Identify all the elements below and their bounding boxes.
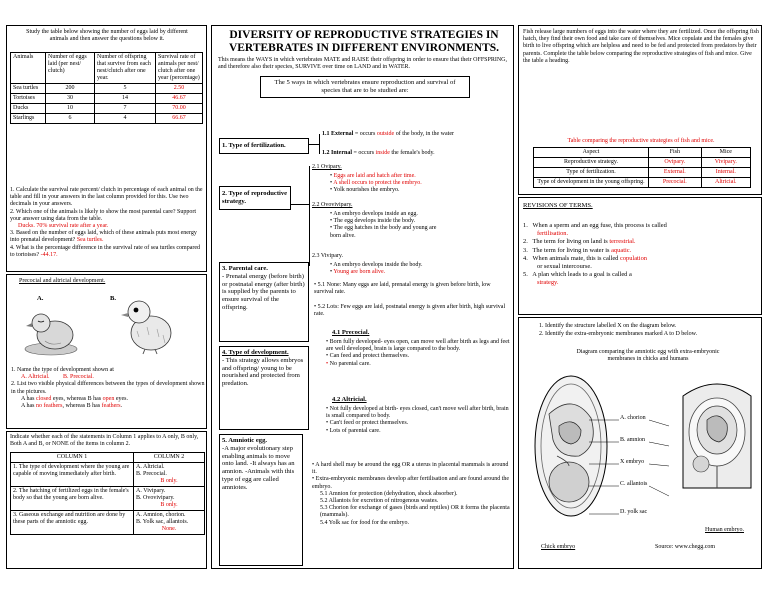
questions xyxy=(10,187,204,259)
altricial-label: 4.2 Altricial. xyxy=(332,396,367,403)
chick-label-a: A. xyxy=(37,295,44,302)
table-row xyxy=(11,463,205,487)
revision-title: REVISIONS OF TERMS. xyxy=(523,202,593,209)
ovovivipary-points: • An embryo develops inside an egg. • The egg develops inside the body. • The egg hatches in the body and young are born alive. xyxy=(330,211,437,239)
cell: 3. Gaseous exchange and nutrition are done by these parts of the amniotic egg. xyxy=(11,511,134,535)
altricial-points: • Not fully developed at birth- eyes closed, can't move well after birth, brain is small compared to body. • Can't feed or protect themselves. • Lots of parental care. xyxy=(326,406,509,434)
source-credit: Source: www.chegg.com xyxy=(655,544,716,550)
table-row xyxy=(534,158,751,168)
ovovivipary-label: 2.2 Ovovivipary. xyxy=(312,202,353,208)
egg-labels: A. chorion B. amnion X embryo C. allantois D. yolk sac xyxy=(620,415,648,515)
cell: Starlings xyxy=(11,114,46,124)
cell: 2.50 xyxy=(156,84,203,94)
col-mice: Mice xyxy=(701,148,750,158)
external-fertilization: 1.1 External = occurs outside of the body, in the water xyxy=(322,131,454,137)
internal-fertilization: 1.2 Internal = occurs inside the female's body. xyxy=(322,150,435,156)
center-panel xyxy=(211,25,514,569)
column-1-header: COLUMN 1 xyxy=(11,453,134,463)
cell: A. Vivipary. B. Ovovivipary. B only. xyxy=(134,487,205,511)
divider xyxy=(309,144,319,145)
column-match-panel xyxy=(6,431,207,569)
dev-answer-2: A has closed eyes, whereas B has open eyes. xyxy=(21,395,128,402)
development-title: Precocial and altricial development. xyxy=(19,278,106,284)
revision-panel xyxy=(518,197,762,315)
section-parental-care: 3. Parental care. - Prenatal energy (before birth) or postnatal energy (after birth) is supplied by the parents to ensure survival of the offspring. xyxy=(219,262,309,342)
dev-question-1: 1. Name the type of development shown at xyxy=(11,367,114,373)
precocial-label: 4.1 Precocial. xyxy=(332,329,370,336)
cell: Ducks xyxy=(11,104,46,114)
fish-mice-table xyxy=(533,147,751,188)
eggs-table xyxy=(10,52,203,124)
section-amniotic-egg: 5. Amniotic egg. -A major evolutionary step enabling animals to move onto land. -It always has an amnion. -Animals with this type of egg are called amniotes. xyxy=(219,434,303,566)
cell: Type of development in the young offspring. xyxy=(534,178,649,188)
cell: 70.00 xyxy=(156,104,203,114)
col-fish: Fish xyxy=(649,148,702,158)
fish-mice-text: Fish release large numbers of eggs into the water where they are fertilized. Once the offspring fish hatch, they find their own food and take care of themselves. Mice copulate and the females give birth to live offspring which are helpless and need to be fed and protected from predators by their parents. Complete the table below comparing the reproductive strategies of fish and mice. Give the table a heading. xyxy=(523,29,759,64)
cell: Sea turtles xyxy=(11,84,46,94)
column-table xyxy=(10,452,205,535)
cell: 1. The type of development where the young are capable of moving immediately after birth. xyxy=(11,463,134,487)
divider xyxy=(319,134,320,154)
question-2: 2. Which one of the animals is likely to show the most parental care? Support your answer using data from the table. xyxy=(10,208,197,222)
ovipary-label: 2.1 Ovipary. xyxy=(312,164,342,170)
development-panel xyxy=(6,274,207,429)
cell: 200 xyxy=(46,84,95,94)
amniotic-points: • A hard shell may be around the egg OR a uterus in placental mammals is around it. • Extra-embryonic membranes develop after fertilisation and are found around the embryo. 5.1 Amnion for protection (dehydration, shock absorber). 5.2 Allantois for excretion of nitrogenous wastes. 5.3 Chorion for exchange of gases (birds and reptiles) OR it forms the placenta (mammals). 5.4 Yolk sac for food for the embryo. xyxy=(312,462,510,526)
section-reproductive-strategy: 2. Type of reproductive strategy. xyxy=(219,186,291,210)
cell: Internal. xyxy=(701,168,750,178)
precocial-points: • Born fully developed- eyes open, can move well after birth as legs and feet are well developed, brain is large compared to the body. • Can feed and protect themselves. • No parental care. xyxy=(326,339,510,367)
human-embryo-diagram xyxy=(679,376,755,496)
cell: 6 xyxy=(46,114,95,124)
section-fertilization: 1. Type of fertilization. xyxy=(219,138,309,154)
table-row xyxy=(534,178,751,188)
cell: 2. The hatching of fertilized eggs in the female's body so that the young are born alive. xyxy=(11,487,134,511)
table-row xyxy=(11,511,205,535)
cell: Altricial. xyxy=(701,178,750,188)
cell: 14 xyxy=(95,94,156,104)
cell: 10 xyxy=(46,104,95,114)
cell: 7 xyxy=(95,104,156,114)
table-row xyxy=(11,84,203,94)
chick-label-b: B. xyxy=(110,295,117,302)
divider xyxy=(291,204,309,205)
development-questions xyxy=(11,367,205,410)
answer-2: Ducks. 70% survival rate after a year. xyxy=(18,223,109,230)
summary-box: The 5 ways in which vertebrates ensure reproduction and survival of species that are to be studied are: xyxy=(260,76,470,98)
table-intro: Study the table below showing the number of eggs laid by different animals and then answer the questions below it. xyxy=(26,29,188,43)
precocial-chick-image xyxy=(117,297,183,355)
cell: 66.67 xyxy=(156,114,203,124)
revision-list: 1. When a sperm and an egg fuse, this process is called fertilisation. 2. The term for living on land is terrestrial. 3. The term for living in water is aquatic. 4. When animals mate, this is called copulation or sexual intercourse. 5. A plan which leads to a goal is called a strategy. xyxy=(523,222,667,287)
col-survival: Survival rate of animals per nest/ clutch after one year (percentage) xyxy=(156,53,203,84)
label-lines xyxy=(589,416,669,526)
cell: 5 xyxy=(95,84,156,94)
cell: A. Altricial. B. Precocial. B only. xyxy=(134,463,205,487)
dev-answer-1: A. Altricial. B. Precocial. xyxy=(21,374,94,381)
cell: External. xyxy=(649,168,702,178)
section-development: 4. Type of development. - This strategy allows embryos and offspring/ young to be nourished and protected from predation. xyxy=(219,346,309,430)
cell: Tortoises xyxy=(11,94,46,104)
col-animals: Animals xyxy=(11,53,46,84)
table-row xyxy=(11,114,203,124)
question-1: 1. Calculate the survival rate percent/ clutch in percentage of each animal on the table and fill in your answers in the last column provided for this. Use two decimals in your answers. xyxy=(10,187,203,208)
vivipary-points: • An embryo develops inside the body. • Young are born alive. xyxy=(330,262,423,276)
human-caption: Human embryo. xyxy=(705,527,744,533)
cell: 46.67 xyxy=(156,94,203,104)
altricial-chick-image xyxy=(21,305,83,357)
amniotic-diagram-panel xyxy=(518,317,762,569)
cell: Vivipary. xyxy=(701,158,750,168)
divider xyxy=(309,166,310,266)
dev-question-2: 2. List two visible physical differences between the types of development shown in the pictures. xyxy=(11,381,205,395)
intro-text: This means the WAYS in which vertebrates MATE and RAISE their offspring in order to ensure that their OFFSPRING, and therefore also their species, SURVIVE over time on LAND and in WATER. xyxy=(218,57,508,71)
table-row xyxy=(534,168,751,178)
ovipary-points: • Eggs are laid and hatch after time. • A shell occurs to protect the embryo. • Yolk nourishes the embryo. xyxy=(330,173,422,194)
col-aspect: Aspect xyxy=(534,148,649,158)
cell: Reproductive strategy. xyxy=(534,158,649,168)
chick-caption: Chick embryo xyxy=(541,544,576,550)
column-intro: Indicate whether each of the statements in Column 1 applies to A only, B only, Both A and B, or NONE of the items in column 2. xyxy=(10,434,199,448)
col-eggs: Number of eggs laid (per nest/ clutch) xyxy=(46,53,95,84)
egg-question-2: 2. Identify the extra-embryonic membranes marked A to D below. xyxy=(539,331,698,337)
question-3: 3. Based on the number of eggs laid, which of these animals puts most energy into prenatal development? Sea turtles. xyxy=(10,230,197,244)
fish-mice-caption: Table comparing the reproductive strategies of fish and mice. xyxy=(567,138,715,144)
cell: Type of fertilization. xyxy=(534,168,649,178)
cell: 4 xyxy=(95,114,156,124)
parental-care-lots: • 5.2 Lots: Few eggs are laid, postnatal energy is given after birth, high survival rate. xyxy=(314,304,506,318)
survival-rate-panel xyxy=(6,25,207,272)
egg-diagram-title: Diagram comparing the amniotic egg with extra-embryonic membranes in chicks and humans xyxy=(576,349,720,363)
cell: Precocial. xyxy=(649,178,702,188)
egg-question-1: 1. Identify the structure labelled X on the diagram below. xyxy=(539,323,677,329)
column-2-header: COLUMN 2 xyxy=(134,453,205,463)
dev-answer-3: A has no feathers, whereas B has feathers. xyxy=(21,403,123,410)
vivipary-label: 2.3 Vivipary. xyxy=(312,253,343,259)
page-title: DIVERSITY OF REPRODUCTIVE STRATEGIES IN VERTEBRATES IN DIFFERENT ENVIRONMENTS. xyxy=(228,29,500,54)
cell: 30 xyxy=(46,94,95,104)
parental-care-none: • 5.1 None: Many eggs are laid, prenatal energy is given before birth, low survival rate. xyxy=(314,282,491,296)
cell: Ovipary. xyxy=(649,158,702,168)
question-4: 4. What is the percentage difference in the survival rate of sea turtles compared to tortoises? -44.17. xyxy=(10,244,201,258)
table-row xyxy=(11,104,203,114)
table-row xyxy=(11,487,205,511)
cell: A. Amnion, chorion. B. Yolk sac, allantois. None. xyxy=(134,511,205,535)
col-offspring: Number of offspring that survive from each nest/clutch after one year. xyxy=(95,53,156,84)
fish-mice-panel xyxy=(518,25,762,195)
table-row xyxy=(11,94,203,104)
